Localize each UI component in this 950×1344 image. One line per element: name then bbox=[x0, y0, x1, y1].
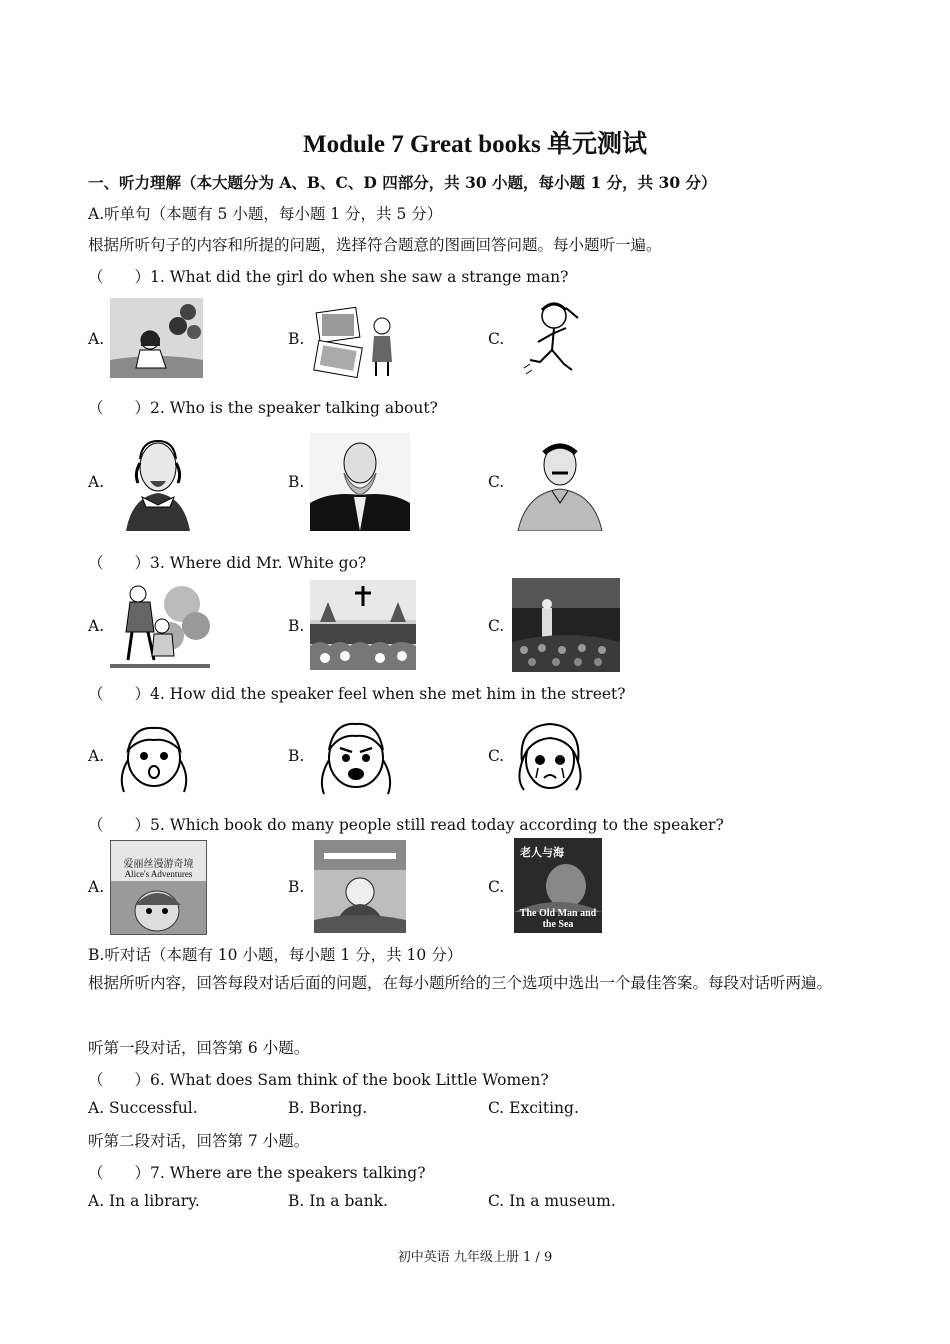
question-7 bbox=[88, 1161, 426, 1183]
concert-hall-picture bbox=[512, 578, 620, 672]
old-man-sea-book-cover bbox=[514, 838, 602, 933]
photos-picture bbox=[312, 304, 404, 380]
option-label-b: B. bbox=[288, 878, 305, 896]
part-a-instructions: 根据所听句子的内容和所提的问题，选择符合题意的图画回答问题。每小题听一遍。 bbox=[88, 236, 662, 254]
book-cover-en-title: The Old Man and the Sea bbox=[519, 908, 597, 930]
q7-option-a[interactable]: A. In a library. bbox=[88, 1192, 200, 1210]
question-5 bbox=[88, 813, 724, 835]
question-3 bbox=[88, 551, 366, 573]
option-label-a: A. bbox=[88, 330, 105, 348]
part-b-instructions: 根据所听内容，回答每段对话后面的问题，在每小题所给的三个选项中选出一个最佳答案。每段对话听两遍。 bbox=[88, 974, 833, 992]
option-label-a: A. bbox=[88, 617, 105, 635]
alice-illustration bbox=[111, 881, 206, 934]
q6-option-a[interactable]: A. Successful. bbox=[88, 1099, 198, 1117]
option-label-c: C. bbox=[488, 330, 505, 348]
answer-blank[interactable]: （ ） bbox=[88, 685, 151, 703]
answer-blank[interactable]: （ ） bbox=[88, 816, 151, 834]
question-text: 3. Where did Mr. White go? bbox=[150, 554, 367, 572]
option-label-a: A. bbox=[88, 878, 105, 896]
alice-book-cover bbox=[110, 840, 207, 935]
answer-blank[interactable]: （ ） bbox=[88, 554, 151, 572]
surprised-girl-face bbox=[114, 716, 194, 798]
book-cover-cn-title: 老人与海 bbox=[520, 846, 564, 859]
part-b-title: B.听对话（本题有 10 小题，每小题 1 分，共 10 分） bbox=[88, 946, 463, 964]
question-4 bbox=[88, 682, 626, 704]
q6-option-b[interactable]: B. Boring. bbox=[288, 1099, 368, 1117]
option-label-b: B. bbox=[288, 617, 305, 635]
book-cover-en-title: Alice's Adventures bbox=[124, 869, 193, 879]
dialog-1-instruction: 听第一段对话，回答第 6 小题。 bbox=[88, 1039, 310, 1057]
question-text: 7. Where are the speakers talking? bbox=[150, 1164, 426, 1182]
q6-option-c[interactable]: C. Exciting. bbox=[488, 1099, 579, 1117]
dialog-2-instruction: 听第二段对话，回答第 7 小题。 bbox=[88, 1132, 310, 1150]
church-wedding-picture bbox=[310, 580, 416, 670]
victor-hugo-portrait bbox=[310, 433, 410, 531]
question-text: 5. Which book do many people still read today according to the speaker? bbox=[150, 816, 724, 834]
park-people-picture bbox=[110, 580, 210, 672]
option-label-c: C. bbox=[488, 617, 505, 635]
page-title: Module 7 Great books 单元测试 bbox=[303, 131, 647, 158]
page-footer: 初中英语 九年级上册 1 / 9 bbox=[397, 1250, 553, 1265]
adventure-book-cover bbox=[314, 840, 406, 933]
crying-girl-face bbox=[510, 716, 588, 798]
option-label-a: A. bbox=[88, 473, 105, 491]
question-6 bbox=[88, 1068, 549, 1090]
girl-sitting-picture bbox=[110, 298, 203, 378]
option-label-b: B. bbox=[288, 473, 305, 491]
shakespeare-portrait bbox=[112, 433, 204, 531]
part-a-title: A.听单句（本题有 5 小题，每小题 1 分，共 5 分） bbox=[88, 205, 443, 223]
option-label-a: A. bbox=[88, 747, 105, 765]
girl-running-picture bbox=[520, 298, 584, 378]
option-label-c: C. bbox=[488, 473, 505, 491]
q7-option-c[interactable]: C. In a museum. bbox=[488, 1192, 616, 1210]
option-label-b: B. bbox=[288, 747, 305, 765]
question-text: 6. What does Sam think of the book Little Women? bbox=[150, 1071, 549, 1089]
answer-blank[interactable]: （ ） bbox=[88, 399, 151, 417]
question-text: 1. What did the girl do when she saw a strange man? bbox=[150, 268, 569, 286]
book-cover-cn-title: 爱丽丝漫游奇境 bbox=[123, 859, 194, 870]
answer-blank[interactable]: （ ） bbox=[88, 1071, 151, 1089]
option-label-b: B. bbox=[288, 330, 305, 348]
answer-blank[interactable]: （ ） bbox=[88, 268, 151, 286]
question-text: 2. Who is the speaker talking about? bbox=[150, 399, 438, 417]
question-2 bbox=[88, 396, 438, 418]
question-text: 4. How did the speaker feel when she met him in the street? bbox=[150, 685, 626, 703]
q7-option-b[interactable]: B. In a bank. bbox=[288, 1192, 388, 1210]
option-label-c: C. bbox=[488, 878, 505, 896]
angry-girl-face bbox=[316, 714, 396, 798]
answer-blank[interactable]: （ ） bbox=[88, 1164, 151, 1182]
section-heading: 一、听力理解（本大题分为 A、B、C、D 四部分，共 30 小题，每小题 1 分，共 30 分） bbox=[88, 173, 717, 192]
option-label-c: C. bbox=[488, 747, 505, 765]
lu-xun-portrait bbox=[512, 433, 610, 531]
old-man-illustration bbox=[514, 862, 602, 912]
question-1 bbox=[88, 265, 568, 287]
